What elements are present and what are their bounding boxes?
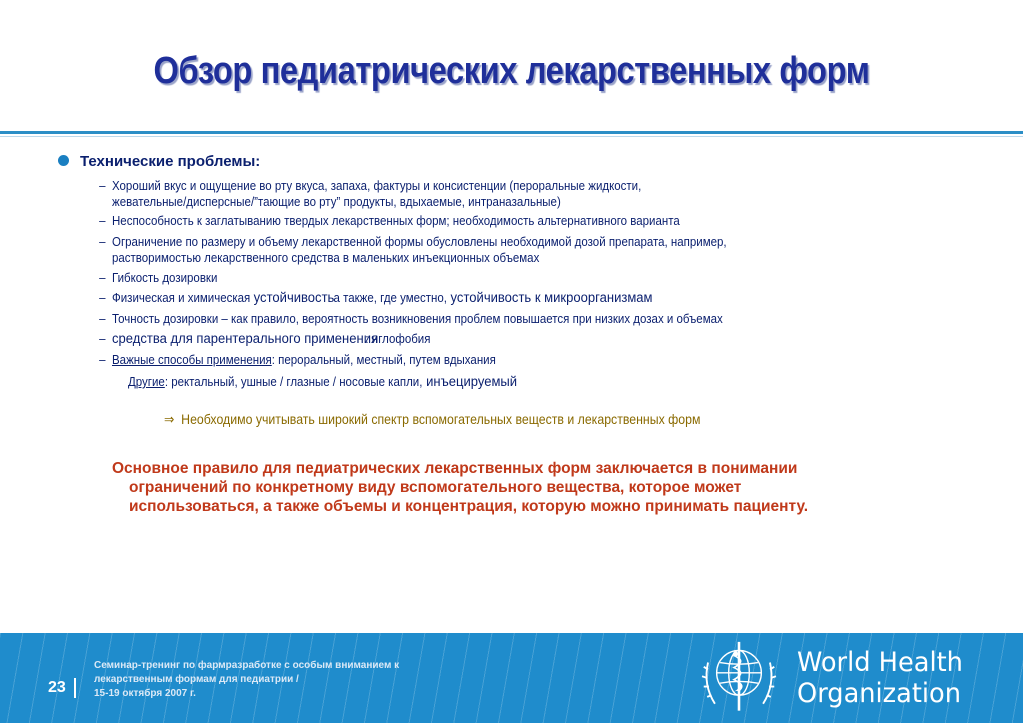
item-text: Хороший вкус и ощущение во рту вкуса, запаха, фактуры и консистенции (пероральные жидкости, bbox=[112, 179, 642, 193]
dash-icon: – bbox=[99, 291, 106, 305]
dash-icon: – bbox=[99, 332, 106, 346]
item-text: а также, где уместно, bbox=[333, 291, 448, 305]
item-text: устойчивость bbox=[253, 290, 335, 305]
main-rule-line: ограничений по конкретному виду вспомогательного вещества, которое может bbox=[129, 479, 742, 496]
section-heading-text: Технические проблемы: bbox=[80, 153, 261, 170]
organization-name bbox=[797, 647, 963, 709]
item-text: : пероральный, местный, путем вдыхания bbox=[271, 353, 496, 367]
list-item bbox=[99, 270, 848, 286]
list-item bbox=[99, 234, 848, 266]
note bbox=[164, 411, 700, 428]
seminar-line: лекарственным формам для педиатрии / bbox=[94, 674, 299, 685]
footer bbox=[0, 633, 1023, 723]
dash-icon: – bbox=[99, 312, 106, 326]
page-number: 23 bbox=[48, 679, 66, 696]
list-item bbox=[99, 331, 848, 347]
org-line: World Health bbox=[797, 647, 963, 678]
item-text: Неспособность к заглатыванию твердых лекарственных форм; необходимость альтернативного варианта bbox=[112, 214, 680, 228]
list-item bbox=[99, 311, 848, 327]
main-rule-line: Основное правило для педиатрических лекарственных форм заключается в понимании bbox=[112, 460, 798, 477]
item-text: : ректальный, ушные / глазные / носовые капли, bbox=[164, 375, 423, 389]
item-text: растворимостью лекарственного средства в маленьких инъекционных объемах bbox=[112, 251, 540, 265]
main-rule-line: использоваться, а также объемы и концентрация, которую можно принимать пациенту. bbox=[129, 498, 809, 515]
list-item bbox=[99, 213, 848, 229]
seminar-caption bbox=[94, 659, 494, 701]
item-text: средства для парентерального применения bbox=[112, 331, 379, 346]
seminar-line: Семинар-тренинг по фармразработке с особым вниманием к bbox=[94, 660, 400, 671]
slide-title: Обзор педиатрических лекарственных форм bbox=[153, 50, 870, 92]
dash-icon: – bbox=[99, 214, 106, 228]
item-text: устойчивость к микроорганизмам bbox=[450, 290, 653, 305]
item-text: Ограничение по размеру и объему лекарственной формы обусловлены необходимой дозой препарата, например, bbox=[112, 235, 727, 249]
bullet-icon bbox=[58, 155, 69, 166]
item-text: Физическая и химическая bbox=[112, 291, 251, 305]
dash-icon: – bbox=[99, 353, 106, 367]
implies-arrow-icon: ⇒ bbox=[164, 411, 175, 427]
list-item bbox=[99, 178, 848, 210]
list-item bbox=[99, 290, 848, 306]
item-text: Точность дозировки – как правило, вероятность возникновения проблем повышается при низких дозах и объемах bbox=[112, 312, 723, 326]
item-text: инъецируемый bbox=[425, 374, 517, 389]
dash-icon: – bbox=[99, 179, 106, 193]
org-line: Organization bbox=[797, 678, 961, 709]
list-item bbox=[128, 374, 864, 390]
item-text: Важные способы применения bbox=[112, 353, 272, 367]
section-heading bbox=[80, 153, 260, 170]
item-text: жевательные/дисперсные/”тающие во рту” продукты, вдыхаемые, интраназальные) bbox=[112, 195, 561, 209]
main-rule bbox=[112, 459, 992, 516]
page-divider bbox=[74, 678, 76, 698]
item-text: Гибкость дозировки bbox=[112, 271, 218, 285]
title-divider bbox=[0, 131, 1023, 134]
seminar-line: 15-19 октября 2007 г. bbox=[94, 688, 196, 699]
dash-icon: – bbox=[99, 235, 106, 249]
who-emblem-icon bbox=[696, 635, 782, 721]
item-text: Другие bbox=[128, 375, 165, 389]
title-divider-thin bbox=[0, 136, 1023, 137]
item-text: : иглофобия bbox=[365, 332, 431, 346]
dash-icon: – bbox=[99, 271, 106, 285]
note-text: Необходимо учитывать широкий спектр вспомогательных веществ и лекарственных форм bbox=[181, 411, 701, 427]
list-item bbox=[99, 352, 848, 368]
